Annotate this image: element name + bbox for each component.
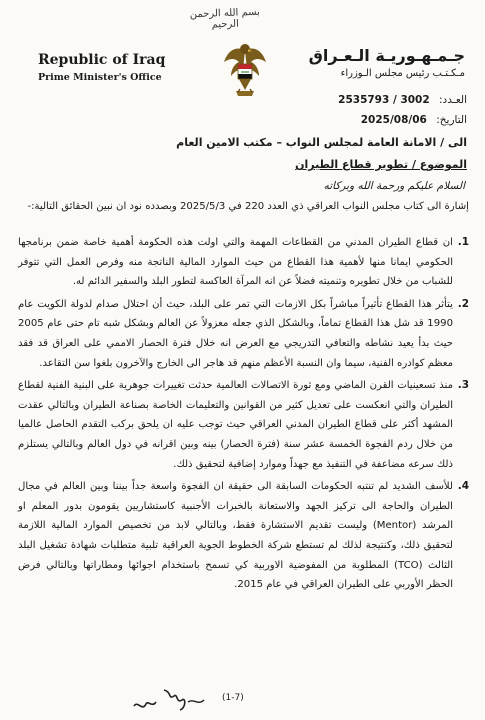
point-number: 1. xyxy=(457,236,469,248)
point-item xyxy=(18,477,469,595)
letter-points xyxy=(18,233,469,598)
arabic-country-name: جـمـهـوريـة الـعـراق xyxy=(308,46,465,65)
english-country-name: Republic of Iraq xyxy=(38,52,166,68)
page-number: (1-7) xyxy=(222,693,244,703)
point-text: للأسف الشديد لم تنتبه الحكومات السابقة الى حقيقة ان الفجوة واسعة جداً بيننا وبين العالم في مجال الطيران والحاجة الى تركيز الجهد والاستعانة بالخبرات الأجنبية كاستشاريين يقومون بدور المعلم او المرشد (Mentor) وليست تقديم الاستشارة فقط، وبالتالي لابد من تخصيص الموارد المالية اللازمة لتحقيق ذلك، وكنتيجة لذلك لم تستطع شركة الخطوط الجوية العراقية تلبية متطلبات شهادة تشغيل البلد الثالث (TCO) المطلوبة من المفوضية الاوربية كي تسمح باستخدام اجوائها ومطاراتها وبالتالي فرض الحظر الأوربي على الطيران العراقي في عام 2015. xyxy=(18,481,454,591)
point-text: منذ تسعينيات القرن الماضي ومع ثورة الاتصالات العالمية حدثت تغييرات جوهرية على البنية الفنية لقطاع الطيران والتي انعكست على تعديل كثير من القوانين والتعليمات الخاصة بصناعة الطيران وبالتالي عقدت المشهد أكثر على قطاع الطيران المدني العراقي حيث توجب عليه ان يلحق بركب التقدم الحاصل عالميا من خلال ردم الفجوة الخمسة عشر سنة (فترة الحصار) بينه وبين اقرانه في دول العالم وبالتالي يستلزم ذلك سرعه مضاعفة في التنفيذ مع جهداً وموارد إضافية لتحقيق ذلك. xyxy=(18,380,453,470)
letter-date-label: التاريخ: xyxy=(436,114,467,126)
english-office-name: Prime Minister's Office xyxy=(38,72,162,83)
letter-intro: إشارة الى كتاب مجلس النواب العراقي ذي العدد 220 في 2025/5/3 وبصدده نود ان نبين الحقائق التالية:- xyxy=(27,201,469,212)
point-item xyxy=(18,376,469,474)
point-text: يتأثر هذا القطاع تأثيراً مباشراً بكل الازمات التي تمر على البلد، حيث أن احتلال صدام لدولة الكويت عام 1990 قد شل هذا القطاع تماماً، وبالشكل الذي جعله معزولاً عن العالم وبشكل شبه تام حتى عام 2005 حيث بدأ يعيد نشاطه والتعافي التدريجي مع العرض انه خلال فترة الحصار الاممي على العراق قد فقد معظم كوادره الفنية، سيما وان النسبة الأعظم منهم قد هاجر الى الخارج والآخرون بلغوا سن التقاعد. xyxy=(18,298,453,369)
letter-date xyxy=(361,114,467,126)
letter-subject: الموضوع / تطوير قطاع الطيران xyxy=(295,158,467,171)
point-number: 4. xyxy=(457,480,469,493)
letter-greeting: السلام عليكم ورحمة الله وبركاته xyxy=(323,180,465,192)
letter-date-value: 2025/08/06 xyxy=(360,114,427,126)
reference-number-value: 2535793 / 3002 xyxy=(338,94,430,106)
point-item xyxy=(18,295,469,373)
point-text: ان قطاع الطيران المدني من القطاعات المهمة والتي اولت هذه الحكومة أهمية خاصة ضمن برنامجها الحكومي ايمانا منها لأهمية هذا القطاع من حيث الموارد المالية الناتجة منه وفرص العمل التي تتوفر للشباب من خلال تطويره وتنميته فضلاً عن انه المرآة العاكسة لتطور البلد والسفير الدائم له. xyxy=(18,237,453,288)
handwritten-initials-signature xyxy=(128,682,212,716)
reference-number xyxy=(338,94,467,106)
point-number: 3. xyxy=(457,379,469,392)
arabic-office-name: مـكـتـب رئيس مجلس الـوزراء xyxy=(340,68,465,79)
eagle-emblem-icon xyxy=(222,40,268,102)
point-item xyxy=(18,233,469,292)
bismillah-calligraphy: بسم الله الرحمن الرحيم xyxy=(189,6,261,31)
reference-number-label: العـدد: xyxy=(439,94,467,106)
letter-addressee: الى / الامانة العامة لمجلس النواب – مكتب الامين العام xyxy=(176,136,467,149)
point-number: 2. xyxy=(457,297,469,310)
